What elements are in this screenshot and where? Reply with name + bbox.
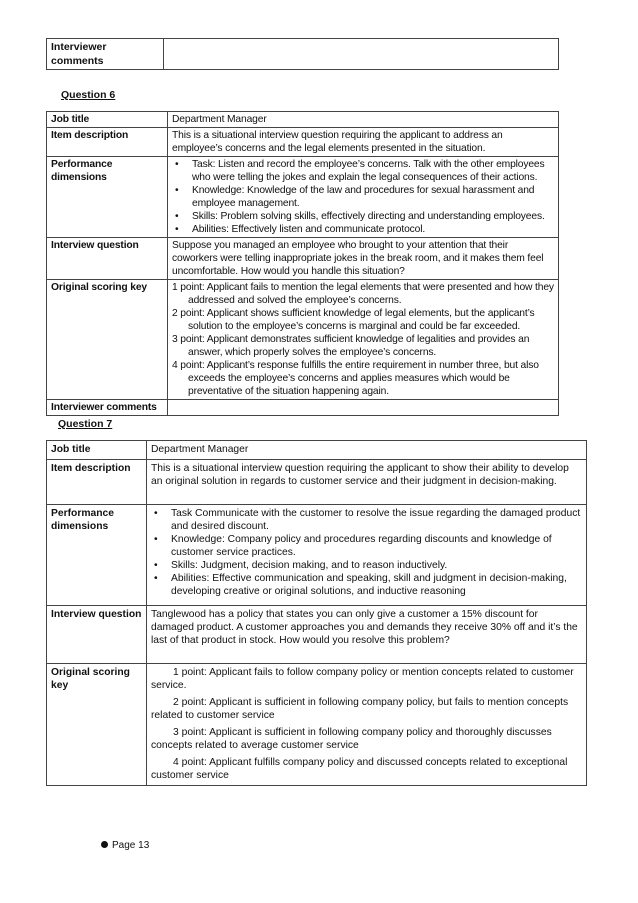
performance-value — [147, 505, 587, 606]
comments-value — [164, 39, 559, 70]
table-row — [47, 280, 559, 400]
table-row — [47, 238, 559, 280]
job-title-label: Job title — [47, 441, 147, 460]
performance-list — [151, 507, 582, 598]
scoring-item: 1 point: Applicant fails to mention the legal elements that were presented and how they addressed and solved the employee’s concerns. — [172, 282, 554, 306]
item-description-label: Item description — [47, 128, 168, 157]
performance-text: Skills: Problem solving skills, effectively directing and understanding employees. — [192, 211, 545, 222]
scoring-item: 1 point: Applicant fails to follow company policy or mention concepts related to customer service. — [151, 667, 574, 691]
bullet-icon: • — [154, 560, 158, 571]
scoring-item: 4 point: Applicant fulfills company policy and discussed concepts related to exceptional customer service — [151, 757, 568, 781]
question-7-heading: Question 7 — [58, 418, 113, 430]
comments-value — [168, 400, 559, 416]
scoring-item: 4 point: Applicant’s response fulfills the entire requirement in number three, but also exceeds the employee’s concerns and applies measures which would be preventative of the situation happening again. — [172, 360, 539, 397]
list-item — [151, 572, 582, 598]
interview-question-text: Tanglewood has a policy that states you can only give a customer a 15% discount for damaged product. A customer approaches you and demands they receive 30% off and it’s the last of that product in stock. How would you resolve this problem? — [151, 609, 578, 646]
table-row — [47, 157, 559, 238]
scoring-item: 3 point: Applicant is sufficient in following company policy and thoroughly discusses concepts related to average customer service — [151, 727, 552, 751]
performance-text: Knowledge: Company policy and procedures regarding discounts and knowledge of customer service practices. — [171, 534, 552, 558]
interviewer-comments-table-top — [46, 38, 559, 70]
scoring-key-label: Original scoring key — [47, 664, 147, 786]
scoring-item: 2 point: Applicant shows sufficient knowledge of legal elements, but the applicant’s solution to the employee’s concerns is marginal and could be far exceeded. — [172, 308, 535, 332]
question-7-table — [46, 440, 587, 786]
comments-label: Interviewer comments — [47, 400, 168, 416]
table-row — [47, 39, 559, 70]
scoring-item: 2 point: Applicant is sufficient in following company policy, but fails to mention concepts related to customer service — [151, 697, 569, 721]
table-row — [47, 460, 587, 505]
table-row — [47, 112, 559, 128]
job-title-value: Department Manager — [168, 112, 559, 128]
page-number: Page 13 — [112, 840, 150, 851]
interview-question-label: Interview question — [47, 238, 168, 280]
item-description-value — [147, 460, 587, 505]
job-title-label: Job title — [47, 112, 168, 128]
table-row — [47, 400, 559, 416]
interview-question-value — [147, 606, 587, 664]
performance-text: Skills: Judgment, decision making, and to reason inductively. — [171, 560, 448, 571]
bullet-icon: • — [154, 534, 158, 545]
table-row — [47, 128, 559, 157]
bullet-icon: • — [175, 159, 179, 170]
item-description-label: Item description — [47, 460, 147, 505]
performance-value — [168, 157, 559, 238]
performance-label: Performance dimensions — [47, 157, 168, 238]
bullet-icon: • — [175, 185, 179, 196]
performance-text: Knowledge: Knowledge of the law and procedures for sexual harassment and employee management. — [192, 185, 535, 209]
performance-text: Task: Listen and record the employee’s concerns. Talk with the other employees who were telling the jokes and explain the legal consequences of their actions. — [192, 159, 545, 183]
page-footer — [101, 840, 149, 851]
performance-text: Abilities: Effectively listen and communicate protocol. — [192, 224, 426, 235]
bullet-icon: • — [154, 508, 158, 519]
scoring-item: 3 point: Applicant demonstrates sufficient knowledge of legalities and provides an answer, which properly solves the employee’s concerns. — [172, 334, 530, 358]
list-item — [172, 210, 554, 223]
job-title-value: Department Manager — [147, 441, 587, 460]
interview-question-value: Suppose you managed an employee who brought to your attention that their coworkers were telling inappropriate jokes in the break room, and it makes them feel uncomfortable. How would you handle this situation? — [168, 238, 559, 280]
list-item — [172, 223, 554, 236]
table-row — [47, 441, 587, 460]
scoring-key-label: Original scoring key — [47, 280, 168, 400]
list-item — [151, 507, 582, 533]
bullet-icon: • — [154, 573, 158, 584]
performance-text: Abilities: Effective communication and speaking, skill and judgment in decision-making, developing creative or original solutions, and inductive reasoning — [171, 573, 567, 597]
list-item — [172, 184, 554, 210]
list-item — [151, 559, 582, 572]
item-description-value: This is a situational interview question requiring the applicant to address an employee’s concerns and the legal elements presented in the situation. — [168, 128, 559, 157]
bullet-icon: • — [175, 211, 179, 222]
interview-question-label: Interview question — [47, 606, 147, 664]
question-6-heading: Question 6 — [61, 89, 116, 101]
table-row — [47, 505, 587, 606]
scoring-key-value — [168, 280, 559, 400]
table-row — [47, 606, 587, 664]
list-item — [172, 158, 554, 184]
performance-list — [172, 158, 554, 236]
comments-label: Interviewer comments — [47, 39, 164, 70]
question-6-table — [46, 111, 559, 416]
performance-label: Performance dimensions — [47, 505, 147, 606]
list-item — [151, 533, 582, 559]
table-row — [47, 664, 587, 786]
scoring-key-value — [147, 664, 587, 786]
item-description-text: This is a situational interview question requiring the applicant to show their ability to develop an original solution in regards to customer service and their judgment in decision-making. — [151, 463, 569, 487]
bullet-icon — [101, 841, 108, 848]
performance-text: Task Communicate with the customer to resolve the issue regarding the damaged product and desired discount. — [171, 508, 581, 532]
bullet-icon: • — [175, 224, 179, 235]
